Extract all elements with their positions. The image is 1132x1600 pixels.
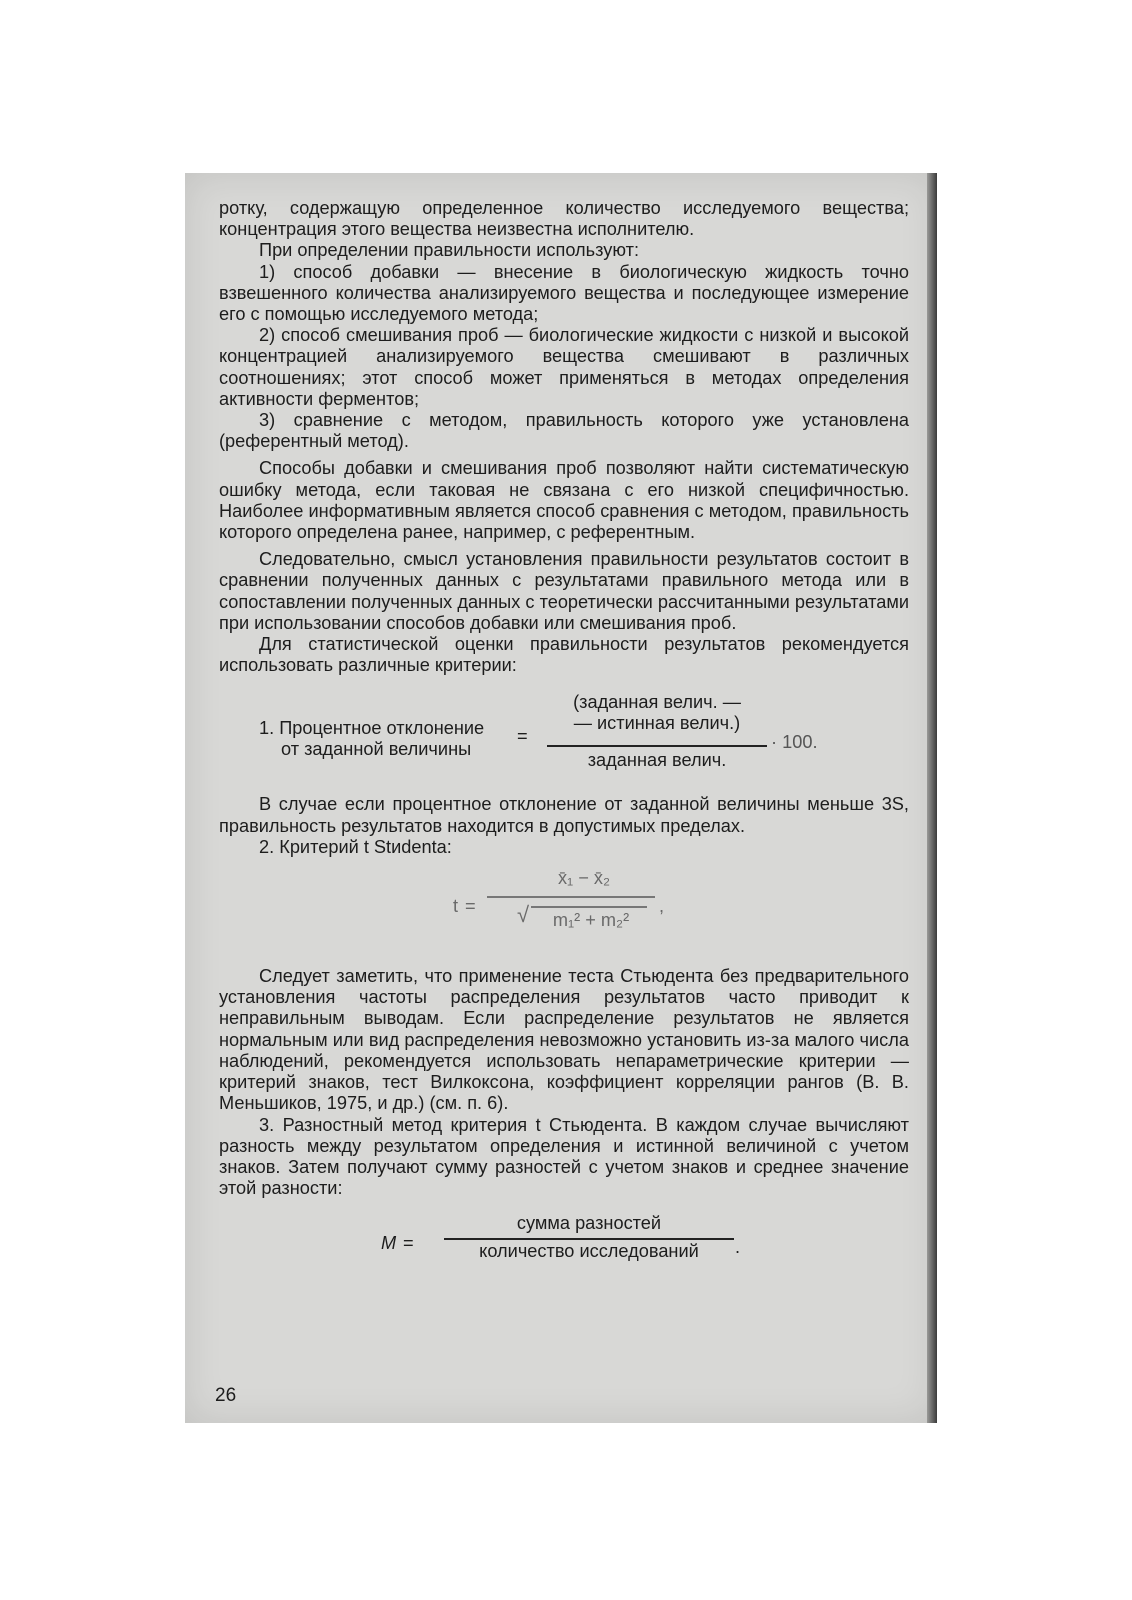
formula2-comma: ,: [659, 896, 665, 917]
formula-percent-deviation: [219, 692, 909, 784]
formula1-denominator: заданная велич.: [587, 750, 727, 771]
formula3-equals: =: [403, 1233, 414, 1254]
paragraph-student-caution: Следует заметить, что применение теста Стьюдента без предварительного установления частоты распределения результатов часто приводит к неправильным выводам. Если распределение результатов не является нормальным или вид распределения невозможно установить из-за малого числа наблюдений, рекомендуется использовать непараметрические критерии — критерий знаков, тест Вилкоксона, коэффициент корреляции рангов (В. В. Меньшиков, 1975, и др.) (см. п. 6).: [219, 966, 909, 1114]
formula2-equals: =: [465, 896, 476, 917]
formula1-multiplier: · 100.: [771, 732, 818, 753]
formula3-m: М: [381, 1233, 397, 1254]
formula1-lhs: [259, 718, 559, 760]
list-item-mixing-method: 2) способ смешивания проб — биологические жидкости с низкой и высокой концентрацией анализируемого вещества смешивают в различных соотношениях; этот способ может применяться в методах определения активности ферментов;: [219, 325, 909, 409]
formula1-numerator-line1: (заданная велич. —: [573, 692, 741, 713]
formula1-lhs-line2: от заданной величины: [281, 739, 472, 760]
paragraph-accuracy-meaning: Следовательно, смысл установления правильности результатов состоит в сравнении полученных данных с результатами правильного метода или в сопоставлении полученных данных с теоретически рассчитанными результатами при использовании способов добавки или смешивания проб.: [219, 549, 909, 633]
page-body: [219, 198, 909, 1275]
formula3-numerator: сумма разностей: [516, 1213, 662, 1234]
paragraph-intro: ротку, содержащую определенное количество исследуемого вещества; концентрация этого вещества неизвестна исполнителю.: [219, 198, 909, 240]
page-edge-shadow: [927, 173, 937, 1423]
formula-student-t: [219, 862, 909, 954]
formula1-numerator-line2: — истинная велич.): [573, 713, 741, 734]
page-number: 26: [215, 1385, 237, 1406]
formula2-radical-bar: [531, 906, 647, 908]
formula2-denominator: m₁² + m₂²: [552, 910, 630, 931]
formula2-radical-sign: √: [517, 902, 530, 928]
list-item-addition-method: 1) способ добавки — внесение в биологическую жидкость точно взвешенного количества анализируемого вещества и последующее измерение его с помощью исследуемого метода;: [219, 261, 909, 325]
paragraph-systematic-error: Способы добавки и смешивания проб позволяют найти систематическую ошибку метода, если таковая не связана с его низкой специфичностью. Наиболее информативным является способ сравнения с методом, правильность которого определена ранее, например, с референтным.: [219, 458, 909, 543]
formula3-period: .: [735, 1237, 741, 1258]
formula2-numerator: x̄₁ − x̄₂: [557, 868, 611, 889]
formula3-fraction-bar: [444, 1238, 734, 1240]
formula3-denominator: количество исследований: [479, 1241, 699, 1262]
paragraph-student-criterion: 2. Критерий t Stиdenta:: [259, 836, 452, 857]
formula1-equals: =: [517, 726, 528, 747]
formula2-fraction-bar: [487, 896, 655, 898]
formula1-lhs-line1: 1. Процентное отклонение: [259, 718, 485, 739]
paragraph-criteria-intro: Для статистической оценки правильности результатов рекомендуется использовать различные критерии:: [219, 634, 909, 676]
paragraph-permissible-limits: В случае если процентное отклонение от заданной величины меньше 3S, правильность результатов находится в допустимых пределах.: [219, 794, 909, 836]
formula-mean-difference: [219, 1213, 909, 1275]
list-item-comparison-method: 3) сравнение с методом, правильность которого уже установлена (референтный метод).: [219, 410, 909, 452]
paragraph-difference-method: 3. Разностный метод критерия t Стьюдента. В каждом случае вычисляют разность между результатом определения и истинной величиной с учетом знаков. Затем получают сумму разностей с учетом знаков и среднее значение этой разности:: [219, 1114, 909, 1199]
formula2-t: t: [453, 896, 459, 917]
formula1-fraction-bar: [547, 745, 767, 747]
formula1-numerator: [547, 692, 767, 734]
paragraph-methods-intro: При определении правильности используют:: [259, 240, 640, 261]
